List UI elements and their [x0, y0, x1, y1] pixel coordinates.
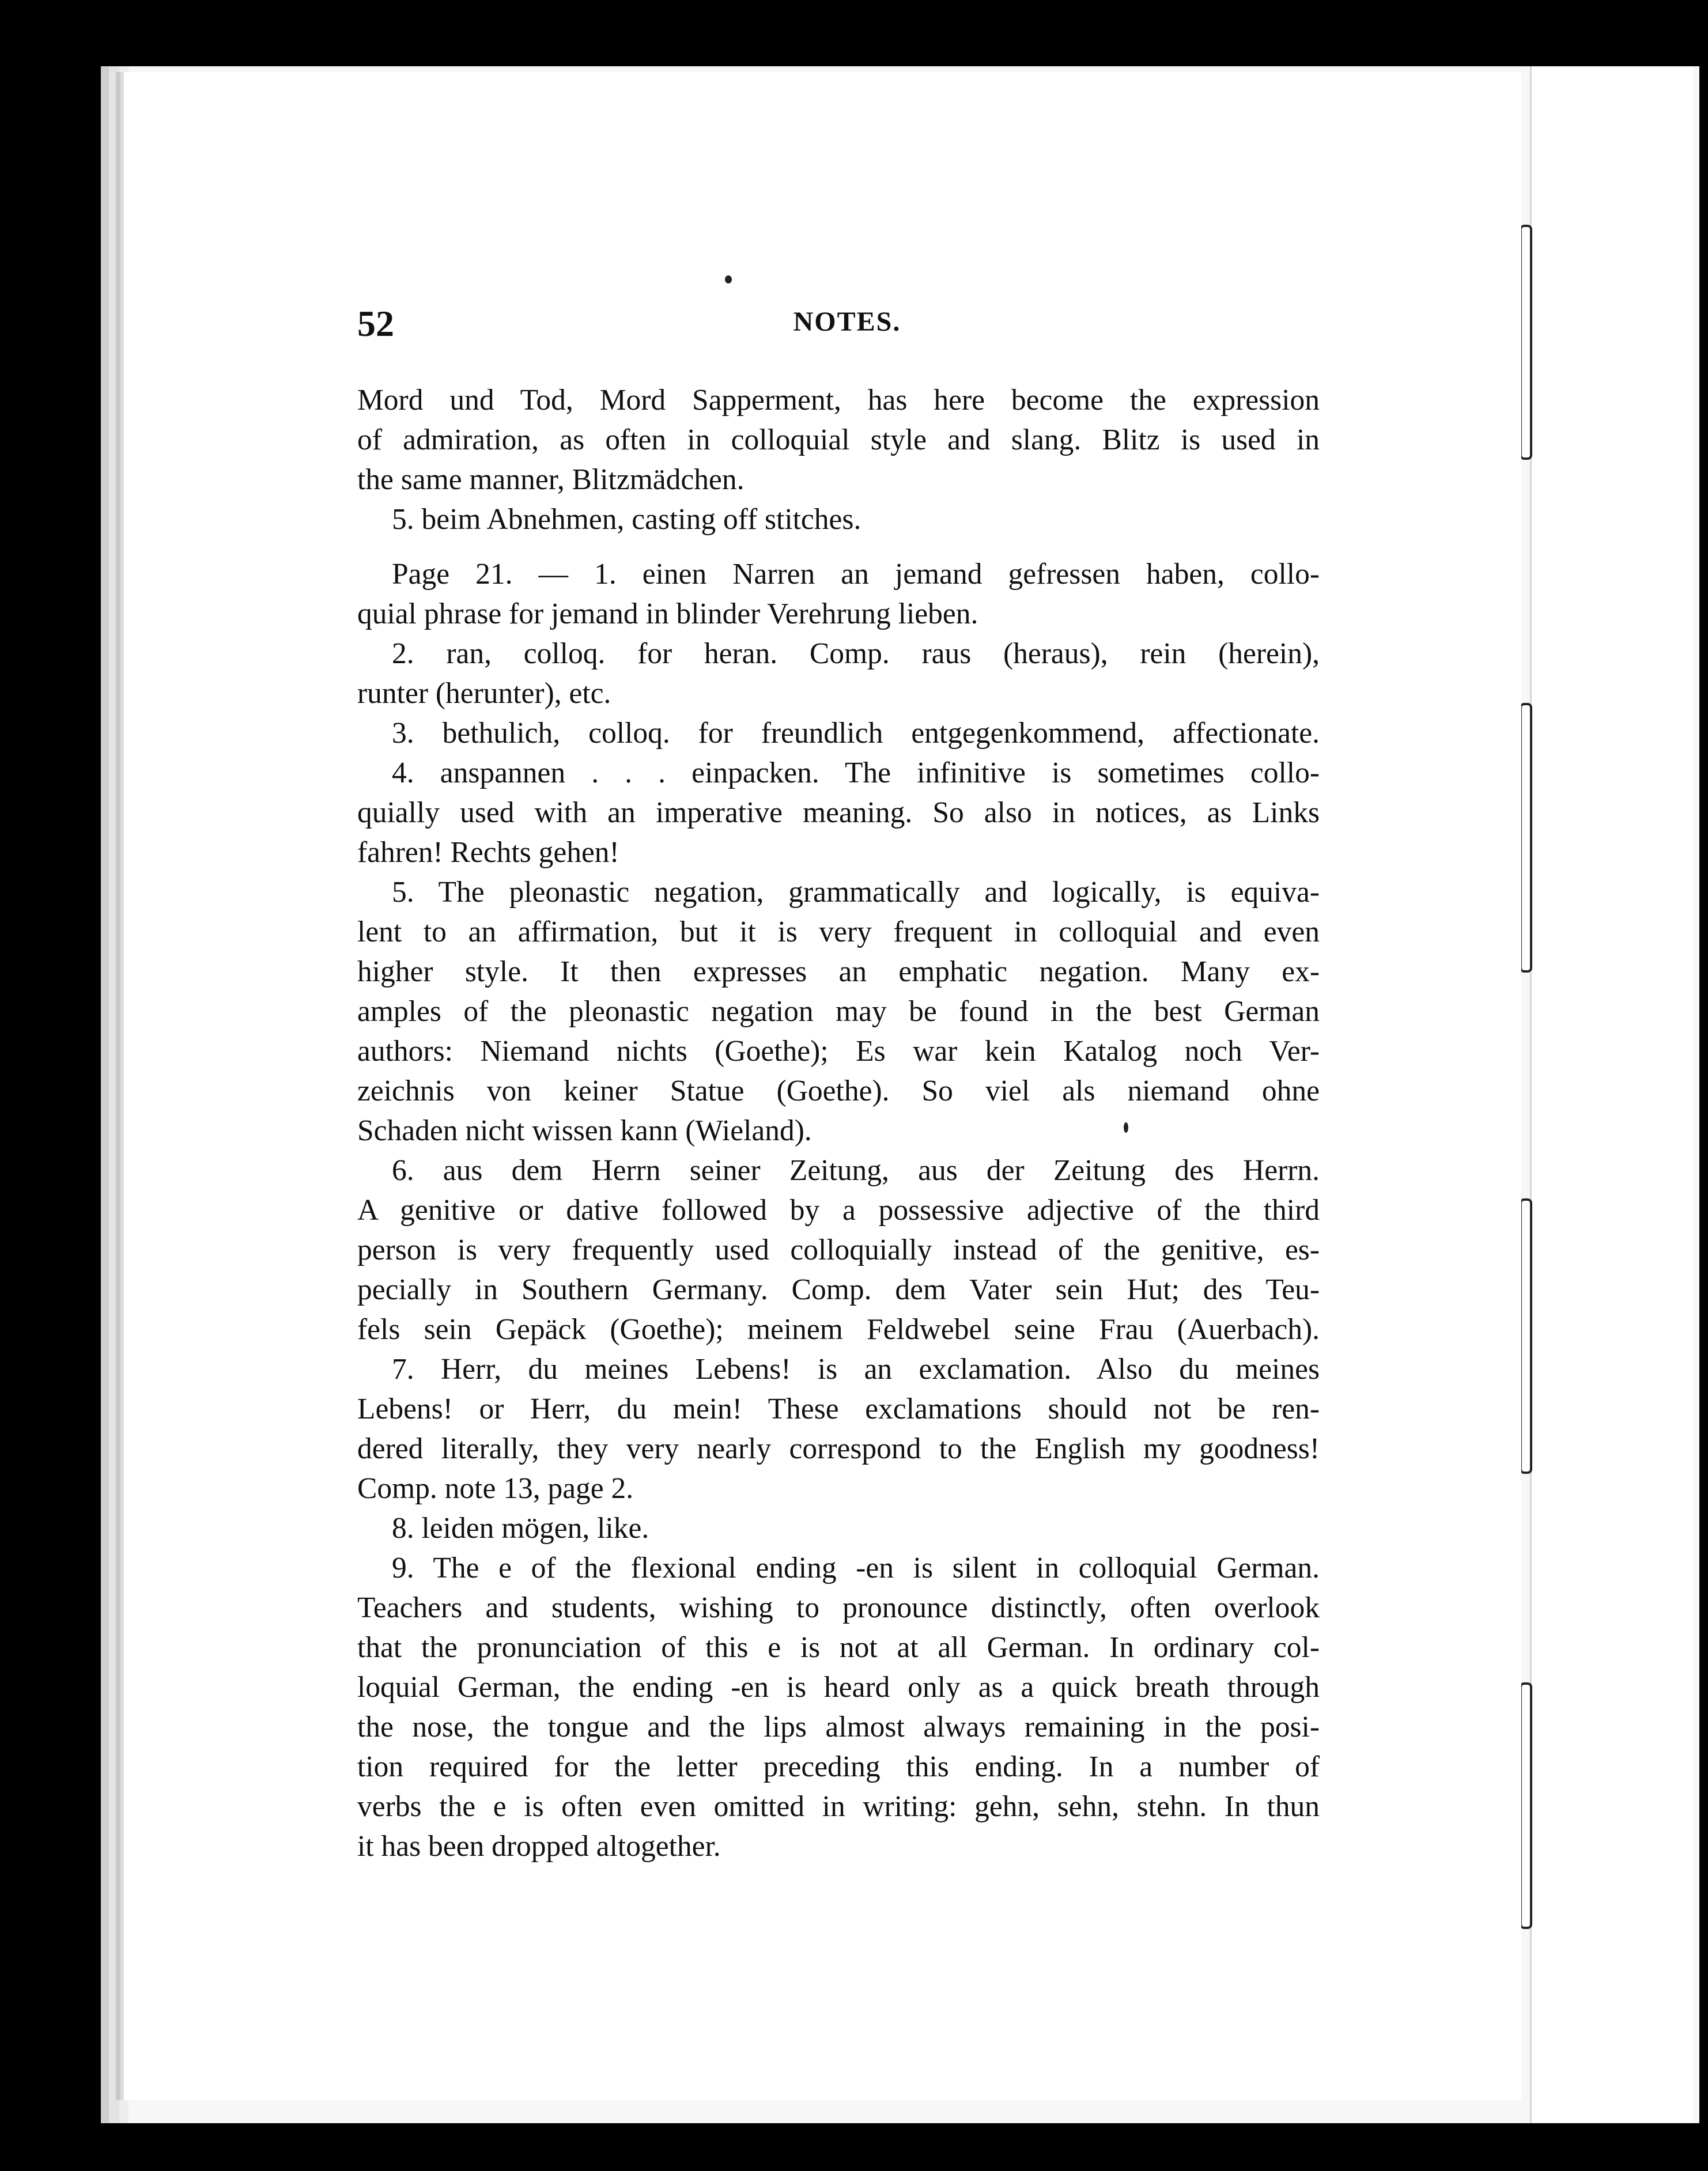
text-line: 8. leiden mögen, like.	[392, 1512, 649, 1545]
text-line: lent to an affirmation, but it is very frequent in colloquial and even	[357, 916, 1320, 948]
text-line: zeichnis von keiner Statue (Goethe). So viel als niemand ohne	[357, 1075, 1320, 1107]
text-line: Comp. note 13, page 2.	[357, 1472, 634, 1505]
text-line: Lebens! or Herr, du mein! These exclamations should not be ren-	[357, 1393, 1320, 1425]
text-line: authors: Niemand nichts (Goethe); Es war kein Katalog noch Ver-	[357, 1035, 1320, 1068]
binding-thread	[1520, 1682, 1532, 1929]
text-line: runter (herunter), etc.	[357, 677, 611, 710]
text-line: quially used with an imperative meaning. So also in notices, as Links	[357, 796, 1320, 829]
text-line: loquial German, the ending -en is heard only as a quick breath through	[357, 1671, 1320, 1704]
notes-text	[357, 380, 1320, 1866]
page-title: NOTES.	[793, 307, 901, 337]
text-line: verbs the e is often even omitted in writing: gehn, sehn, stehn. In thun	[357, 1790, 1320, 1823]
text-line: 4. anspannen . . . einpacken. The infinitive is sometimes collo-	[392, 757, 1320, 789]
facing-page-edge	[1530, 66, 1693, 2123]
text-line: 5. The pleonastic negation, grammatically and logically, is equiva-	[392, 876, 1320, 909]
text-line: 5. beim Abnehmen, casting off stitches.	[392, 503, 861, 536]
binding-thread	[1520, 1198, 1532, 1474]
text-line: Mord und Tod, Mord Sapperment, has here become the expression	[357, 384, 1320, 417]
text-line: 6. aus dem Herrn seiner Zeitung, aus der Zeitung des Herrn.	[392, 1154, 1320, 1187]
text-line: A genitive or dative followed by a possessive adjective of the third	[357, 1194, 1320, 1227]
text-line: Teachers and students, wishing to pronounce distinctly, often overlook	[357, 1591, 1320, 1624]
running-head	[357, 302, 1337, 343]
text-line: 3. bethulich, colloq. for freundlich entgegenkommend, affectionate.	[392, 717, 1320, 750]
text-line: of admiration, as often in colloquial style and slang. Blitz is used in	[357, 423, 1320, 456]
text-line: 7. Herr, du meines Lebens! is an exclamation. Also du meines	[392, 1353, 1320, 1386]
binding-thread	[1520, 225, 1532, 460]
text-line: Page 21. — 1. einen Narren an jemand gefressen haben, collo-	[392, 558, 1320, 591]
text-line: that the pronunciation of this e is not at all German. In ordinary col-	[357, 1631, 1320, 1664]
text-line: Schaden nicht wissen kann (Wieland).	[357, 1114, 812, 1147]
text-line: quial phrase for jemand in blinder Verehrung lieben.	[357, 597, 978, 630]
text-line: amples of the pleonastic negation may be found in the best German	[357, 995, 1320, 1028]
text-line: fahren! Rechts gehen!	[357, 836, 619, 869]
text-line: 9. The e of the flexional ending -en is silent in colloquial German.	[392, 1552, 1320, 1584]
text-line: dered literally, they very nearly correspond to the English my goodness!	[357, 1432, 1320, 1465]
text-line: it has been dropped altogether.	[357, 1830, 721, 1863]
text-line: the same manner, Blitzmädchen.	[357, 463, 745, 496]
text-line: higher style. It then expresses an emphatic negation. Many ex-	[357, 955, 1320, 988]
text-line: tion required for the letter preceding this ending. In a number of	[357, 1750, 1320, 1783]
page-number: 52	[357, 303, 394, 344]
text-line: 2. ran, colloq. for heran. Comp. raus (heraus), rein (herein),	[392, 637, 1320, 670]
text-line: fels sein Gepäck (Goethe); meinem Feldwebel seine Frau (Auerbach).	[357, 1313, 1320, 1346]
ink-speck	[725, 275, 732, 283]
binding-thread	[1520, 703, 1532, 973]
text-line: person is very frequently used colloquially instead of the genitive, es-	[357, 1234, 1320, 1266]
text-line: the nose, the tongue and the lips almost always remaining in the posi-	[357, 1711, 1320, 1743]
text-line: pecially in Southern Germany. Comp. dem Vater sein Hut; des Teu-	[357, 1273, 1320, 1306]
